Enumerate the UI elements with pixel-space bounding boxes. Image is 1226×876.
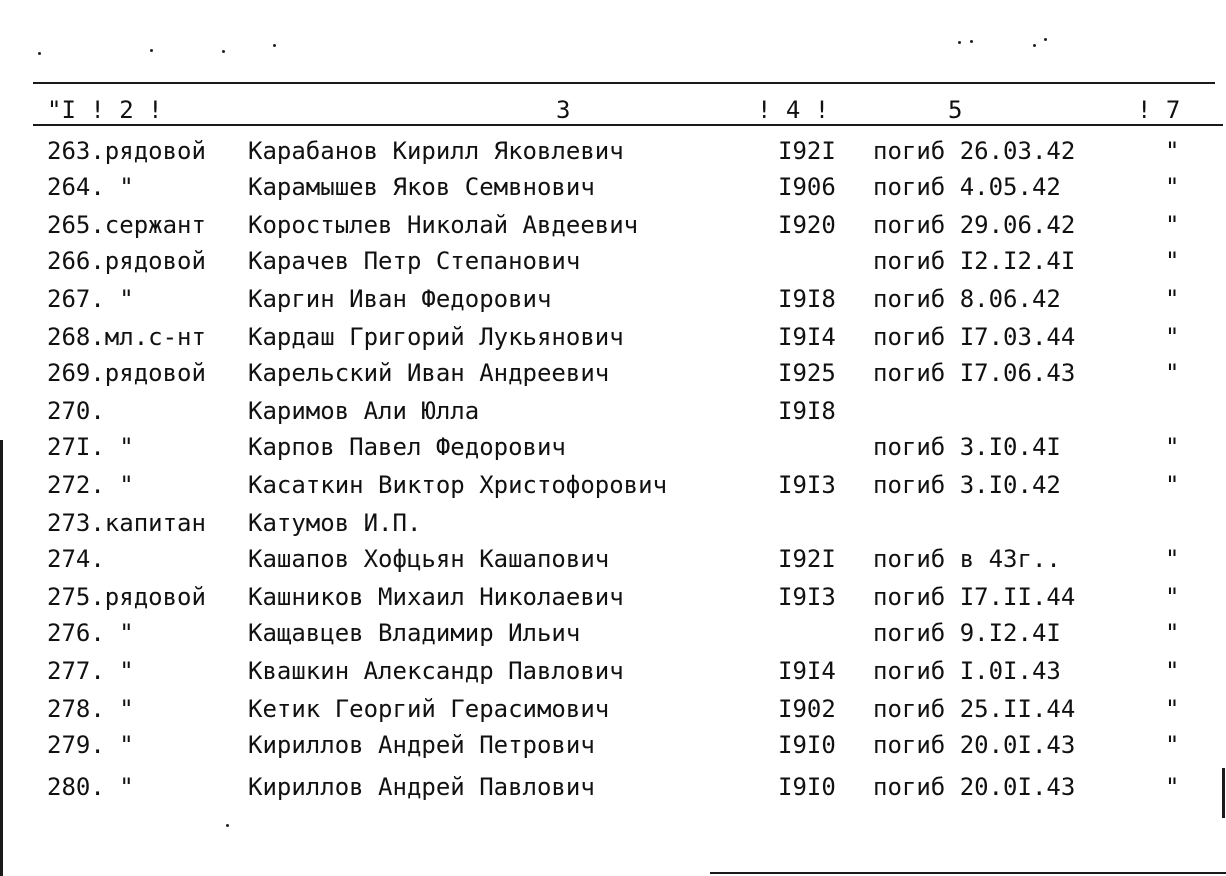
- header-col-4: ! 4 !: [757, 96, 830, 124]
- record-ditto-mark: ": [1165, 137, 1180, 165]
- record-birth-year: I9I3: [778, 583, 836, 611]
- record-fate: погиб 3.I0.4I: [873, 433, 1061, 461]
- record-full-name: Карачев Петр Степанович: [248, 247, 581, 275]
- record-number-rank: 278. ": [47, 695, 134, 723]
- record-ditto-mark: ": [1165, 173, 1180, 201]
- record-number-rank: 274.: [47, 545, 105, 573]
- record-ditto-mark: ": [1165, 695, 1180, 723]
- record-full-name: Кириллов Андрей Петрович: [248, 731, 595, 759]
- scan-speck: [958, 41, 961, 44]
- record-row: [0, 656, 1226, 692]
- record-row: [0, 432, 1226, 468]
- record-birth-year: I9I3: [778, 471, 836, 499]
- record-full-name: Касаткин Виктор Христофорович: [248, 471, 668, 499]
- record-fate: погиб I7.II.44: [873, 583, 1076, 611]
- record-fate: погиб I7.06.43: [873, 359, 1076, 387]
- record-fate: погиб I.0I.43: [873, 657, 1061, 685]
- scan-speck: [226, 824, 229, 827]
- record-row: [0, 246, 1226, 282]
- record-number-rank: 279. ": [47, 731, 134, 759]
- record-number-rank: 276. ": [47, 619, 134, 647]
- record-ditto-mark: ": [1165, 545, 1180, 573]
- header-col-7: ! 7: [1137, 96, 1181, 124]
- record-birth-year: I92I: [778, 545, 836, 573]
- record-full-name: Кириллов Андрей Павлович: [248, 773, 595, 801]
- record-fate: погиб 3.I0.42: [873, 471, 1061, 499]
- record-ditto-mark: ": [1165, 359, 1180, 387]
- header-rule: [33, 124, 1223, 126]
- record-row: [0, 172, 1226, 208]
- record-fate: погиб 9.I2.4I: [873, 619, 1061, 647]
- record-birth-year: I9I4: [778, 323, 836, 351]
- record-full-name: Карабанов Кирилл Яковлевич: [248, 137, 624, 165]
- record-full-name: Карпов Павел Федорович: [248, 433, 566, 461]
- record-full-name: Коростылев Николай Авдеевич: [248, 211, 639, 239]
- record-birth-year: I92I: [778, 137, 836, 165]
- scan-speck: [38, 52, 41, 55]
- record-full-name: Карамышев Яков Семвнович: [248, 173, 595, 201]
- record-row: [0, 582, 1226, 618]
- record-birth-year: I9I0: [778, 731, 836, 759]
- record-number-rank: 264. ": [47, 173, 134, 201]
- record-fate: погиб 29.06.42: [873, 211, 1076, 239]
- record-birth-year: I920: [778, 211, 836, 239]
- scan-speck: [222, 50, 225, 53]
- record-number-rank: 273.капитан: [47, 509, 206, 537]
- record-full-name: Катумов И.П.: [248, 509, 422, 537]
- record-ditto-mark: ": [1165, 773, 1180, 801]
- record-full-name: Каргин Иван Федорович: [248, 285, 552, 313]
- record-number-rank: 280. ": [47, 773, 134, 801]
- record-row: [0, 358, 1226, 394]
- record-ditto-mark: ": [1165, 471, 1180, 499]
- record-row: [0, 508, 1226, 544]
- record-row: [0, 284, 1226, 320]
- record-number-rank: 269.рядовой: [47, 359, 206, 387]
- record-full-name: Кетик Георгий Герасимович: [248, 695, 610, 723]
- record-ditto-mark: ": [1165, 323, 1180, 351]
- record-fate: погиб 25.II.44: [873, 695, 1076, 723]
- record-number-rank: 275.рядовой: [47, 583, 206, 611]
- scan-speck: [1044, 38, 1047, 41]
- record-number-rank: 265.сержант: [47, 211, 206, 239]
- header-col-1-2: "I ! 2 !: [47, 96, 163, 124]
- record-number-rank: 27I. ": [47, 433, 134, 461]
- record-number-rank: 266.рядовой: [47, 247, 206, 275]
- record-full-name: Каримов Али Юлла: [248, 397, 480, 425]
- record-fate: погиб 26.03.42: [873, 137, 1076, 165]
- record-full-name: Кащавцев Владимир Ильич: [248, 619, 581, 647]
- record-fate: погиб I2.I2.4I: [873, 247, 1076, 275]
- record-row: [0, 544, 1226, 580]
- record-ditto-mark: ": [1165, 731, 1180, 759]
- record-number-rank: 263.рядовой: [47, 137, 206, 165]
- record-row: [0, 322, 1226, 358]
- record-number-rank: 277. ": [47, 657, 134, 685]
- record-row: [0, 210, 1226, 246]
- record-ditto-mark: ": [1165, 657, 1180, 685]
- record-full-name: Кашников Михаил Николаевич: [248, 583, 624, 611]
- top-rule: [33, 82, 1215, 84]
- bottom-rule: [710, 872, 1226, 874]
- record-row: [0, 694, 1226, 730]
- record-row: [0, 136, 1226, 172]
- record-birth-year: I9I8: [778, 397, 836, 425]
- record-birth-year: I9I0: [778, 773, 836, 801]
- record-birth-year: I9I8: [778, 285, 836, 313]
- record-full-name: Кашапов Хофцьян Кашапович: [248, 545, 610, 573]
- record-row: [0, 618, 1226, 654]
- record-number-rank: 268.мл.с-нт: [47, 323, 206, 351]
- record-row: [0, 396, 1226, 432]
- record-birth-year: I902: [778, 695, 836, 723]
- scan-speck: [1033, 44, 1036, 47]
- record-fate: погиб в 43г..: [873, 545, 1061, 573]
- record-birth-year: I9I4: [778, 657, 836, 685]
- record-fate: погиб 8.06.42: [873, 285, 1061, 313]
- record-fate: погиб 4.05.42: [873, 173, 1061, 201]
- record-full-name: Кардаш Григорий Лукьянович: [248, 323, 624, 351]
- scan-speck: [970, 40, 973, 43]
- scan-speck: [150, 49, 153, 52]
- record-ditto-mark: ": [1165, 583, 1180, 611]
- record-number-rank: 267. ": [47, 285, 134, 313]
- record-number-rank: 270.: [47, 397, 105, 425]
- record-number-rank: 272. ": [47, 471, 134, 499]
- header-col-3: 3: [556, 96, 571, 124]
- header-col-5: 5: [948, 96, 963, 124]
- record-birth-year: I906: [778, 173, 836, 201]
- record-row: [0, 470, 1226, 506]
- record-fate: погиб 20.0I.43: [873, 731, 1076, 759]
- record-ditto-mark: ": [1165, 247, 1180, 275]
- record-row: [0, 730, 1226, 766]
- scan-speck: [273, 44, 276, 47]
- record-row: [0, 772, 1226, 808]
- record-ditto-mark: ": [1165, 285, 1180, 313]
- record-ditto-mark: ": [1165, 433, 1180, 461]
- record-full-name: Карельский Иван Андреевич: [248, 359, 610, 387]
- record-fate: погиб I7.03.44: [873, 323, 1076, 351]
- record-ditto-mark: ": [1165, 211, 1180, 239]
- record-full-name: Квашкин Александр Павлович: [248, 657, 624, 685]
- record-fate: погиб 20.0I.43: [873, 773, 1076, 801]
- record-ditto-mark: ": [1165, 619, 1180, 647]
- record-birth-year: I925: [778, 359, 836, 387]
